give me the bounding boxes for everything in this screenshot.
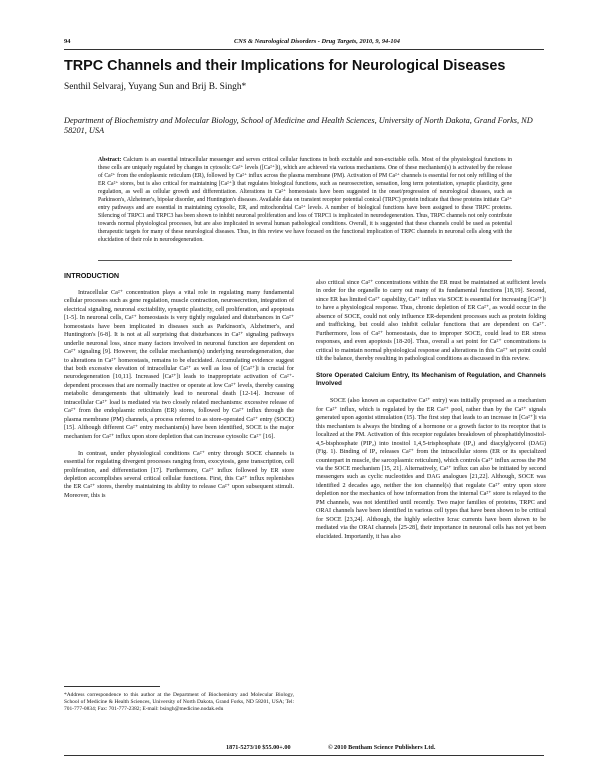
copyright-notice: © 2010 Bentham Science Publishers Ltd. <box>328 744 436 751</box>
body-paragraph: also critical since Ca²⁺ concentrations within the ER must be maintained at sufficient levels in order for the organelle to carry out many of its fundamental functions [18,19]. Second, since ER has limited Ca²⁺ capability, Ca²⁺ influx via SOCE is essential for increasing [Ca²⁺]i to have a physiological response. Thus, chronic depletion of ER Ca²⁺, as would occur in the absence of SOCE, could not only influence ER-dependent processes such as protein folding and trafficking, but could also inhibit cellular functions that are dependent on Ca²⁺. Furthermore, loss of Ca²⁺ homeostasis, due to improper SOCE, could lead to ER stress responses, and even apoptosis [18-20]. Thus, overall a set point for Ca²⁺ concentrations is critical to maintain normal physiological response and alterations in this Ca²⁺ set point could tilt the balance, thereby resulting in pathological conditions as discussed in this review. <box>316 280 546 363</box>
abstract-label: Abstract: <box>98 157 122 163</box>
article-title: TRPC Channels and their Implications for Neurological Diseases <box>64 58 506 74</box>
journal-citation: CNS & Neurological Disorders - Drug Targets, 2010, 9, 94-104 <box>234 38 400 45</box>
right-column <box>316 279 546 541</box>
left-column <box>64 272 294 500</box>
correspondence-footnote: *Address correspondence to this author at the Department of Biochemistry and Molecular Biology, School of Medicine & Health Sciences, University of North Dakota, Grand Forks, ND 58201, USA; Tel: 701-777-0834; Fax: 701-777-2382; E-mail: bsingh@medicine.nodak.edu <box>64 692 294 713</box>
author-affiliation: Department of Biochemistry and Molecular Biology, School of Medicine and Health Sciences, University of North Dakota, Grand Forks, ND 58201, USA <box>64 116 533 136</box>
body-paragraph: Intracellular Ca²⁺ concentration plays a vital role in regulating many fundamental cellular processes such as gene regulation, muscle contraction, neurosecretion, integration of electrical signaling, neuronal excitability, synaptic plasticity, cell proliferation, and apoptosis [1-5]. In neuronal cells, Ca²⁺ homeostasis is very tightly regulated and disturbances in Ca²⁺ homeostasis have been implicated in diseases such as Parkinson's, Alzheimer's, and Huntington's [6-8]. It is not at all surprising that disturbances in Ca²⁺ signaling pathways underlie neuronal loss, since many factors involved in neuronal function are dependent on Ca²⁺ signaling [9]. However, the cellular mechanism(s) underlying neurodegeneration, due to alterations in Ca²⁺ homeostasis, remains to be elucidated. Accumulating evidence suggest that both excessive elevation of intracellular Ca²⁺ as well as loss of [Ca²⁺]i is crucial for neurodegeneration [10,11]. Increased [Ca²⁺]i leads to inappropriate activation of Ca²⁺-dependent processes that are normally inactive or operate at low Ca²⁺ levels, thereby causing metabolic derangements that ultimately lead to neuronal death [12-14]. Increase of intracellular Ca²⁺ load is mediated via two closely related mechanisms: excessive release of Ca²⁺ from the endoplasmic reticulum (ER) stores, followed by Ca²⁺ influx through the plasma membrane (PM) channels, a process referred to as store-operated Ca²⁺ entry (SOCE) [15]. Although different Ca²⁺ entry mechanism(s) have been identified, SOCE is the major mechanism for Ca²⁺ influx upon store depletion that can increase cytosolic Ca²⁺ [16]. <box>64 289 294 440</box>
section-heading-introduction: INTRODUCTION <box>64 271 120 280</box>
abstract-block <box>98 156 512 245</box>
author-list: Senthil Selvaraj, Yuyang Sun and Brij B. Singh* <box>64 82 247 92</box>
page-footer <box>64 744 544 754</box>
subsection-heading-soce: Store Operated Calcium Entry, Its Mechanism of Regulation, and Channels Involved <box>316 372 546 388</box>
header-divider <box>64 49 544 50</box>
body-paragraph: In contrast, under physiological conditions Ca²⁺ entry through SOCE channels is essential for regulating divergent processes ranging from, exocytosis, gene transcription, cell proliferation, and differentiation [17]. Furthermore, Ca²⁺ influx followed by ER store depletion accomplishes several critical cellular functions. First, this Ca²⁺ influx replenishes the ER Ca²⁺ stores, thereby maintaining its ability to release Ca²⁺ upon subsequent stimuli. Moreover, this is <box>64 450 294 499</box>
page-number: 94 <box>64 38 71 45</box>
abstract-text: Calcium is an essential intracellular messenger and serves critical cellular functions in both excitable and non-excitable cells. Most of the physiological functions in these cells are uniquely regulated by changes in cytosolic Ca²⁺ levels ([Ca²⁺]i), which are achieved via various mechanisms. One of these mechanism(s) is activated by the release of Ca²⁺ from the endoplasmic reticulum (ER), followed by Ca²⁺ influx across the plasma membrane (PM). Activation of PM Ca²⁺ channels is essential for not only refilling of the ER Ca²⁺ stores, but is also critical for maintaining [Ca²⁺]i that regulates biological functions, such as neurosecretion, sensation, long term potentiation, synaptic plasticity, gene regulation, as well as cellular growth and differentiation. Alterations in Ca²⁺ homeostasis have been suggested in the onset/progression of neurological diseases, such as Parkinson's, Alzheimer's, bipolar disorder, and Huntington's diseases. Available data on transient receptor potential conical (TRPC) protein indicate that these proteins initiate Ca²⁺ entry pathways and are essential in maintaining cytosolic, ER, and mitochondrial Ca²⁺ levels. A number of biological functions have been assigned to these TRPC proteins. Silencing of TRPC1 and TRPC3 has been shown to inhibit neuronal proliferation and loss of TRPC1 is implicated in neurodegeneration. Thus, TRPC channels not only contribute towards normal physiological processes, but are also implicated in several human pathological conditions. Overall, it is suggested that these channels could be used as potential therapeutic targets for many of these neurological diseases. Thus, in this review we have focused on the functional implication of TRPC channels in neuronal cells along with the elucidation of their role in neurodegeneration. <box>98 157 513 244</box>
footnote-divider <box>64 686 160 687</box>
issn-price: 1871-5273/10 $55.00+.00 <box>226 744 291 751</box>
body-paragraph: SOCE (also known as capacitative Ca²⁺ entry) was initially proposed as a mechanism for Ca²⁺ influx, which is regulated by the ER Ca²⁺ pool, rather than by the Ca²⁺ signals generated upon agonist stimulation (15). The first step that leads to an increase in [Ca²⁺]i via this mechanism is always the binding of a hormone or a growth factor to its receptor that is localized at the PM. Activation of this receptor regulates breakdown of phosphatidylinositol-4,5-bisphosphate (PIP₂) into inositol 1,4,5-trisphosphate (IP₃) and diacylglycerol (DAG) (Fig. 1). Binding of IP₃ releases Ca²⁺ from the intracellular stores (ER or its specialized counterpart in muscle, the sarcoplasmic reticulum), which controls Ca²⁺ influx across the PM via the SOCE mechanism [15, 21]. Alternatively, Ca²⁺ influx can also be initiated by second messengers such as cyclic nucleotides and DAG analogues [21,22]. Although, SOCE was identified 2 decades ago, neither the ion channel(s) that regulate Ca²⁺ entry upon store depletion nor the mechanics of how information from the internal Ca²⁺ store is relayed to the PM channels, was not identified until recently. Two major families of proteins, TRPC and ORAI channels have been identified in various cell types that have been shown to be critical for SOCE [23,24]. Although, the highly selective Icrac currents have been shown to be mediated via the ORAI channels [25-28], their importance in neuronal cells has not yet been elucidated. Importantly, it has also <box>316 398 546 540</box>
abstract-divider <box>98 260 512 261</box>
footer-divider <box>64 755 544 756</box>
